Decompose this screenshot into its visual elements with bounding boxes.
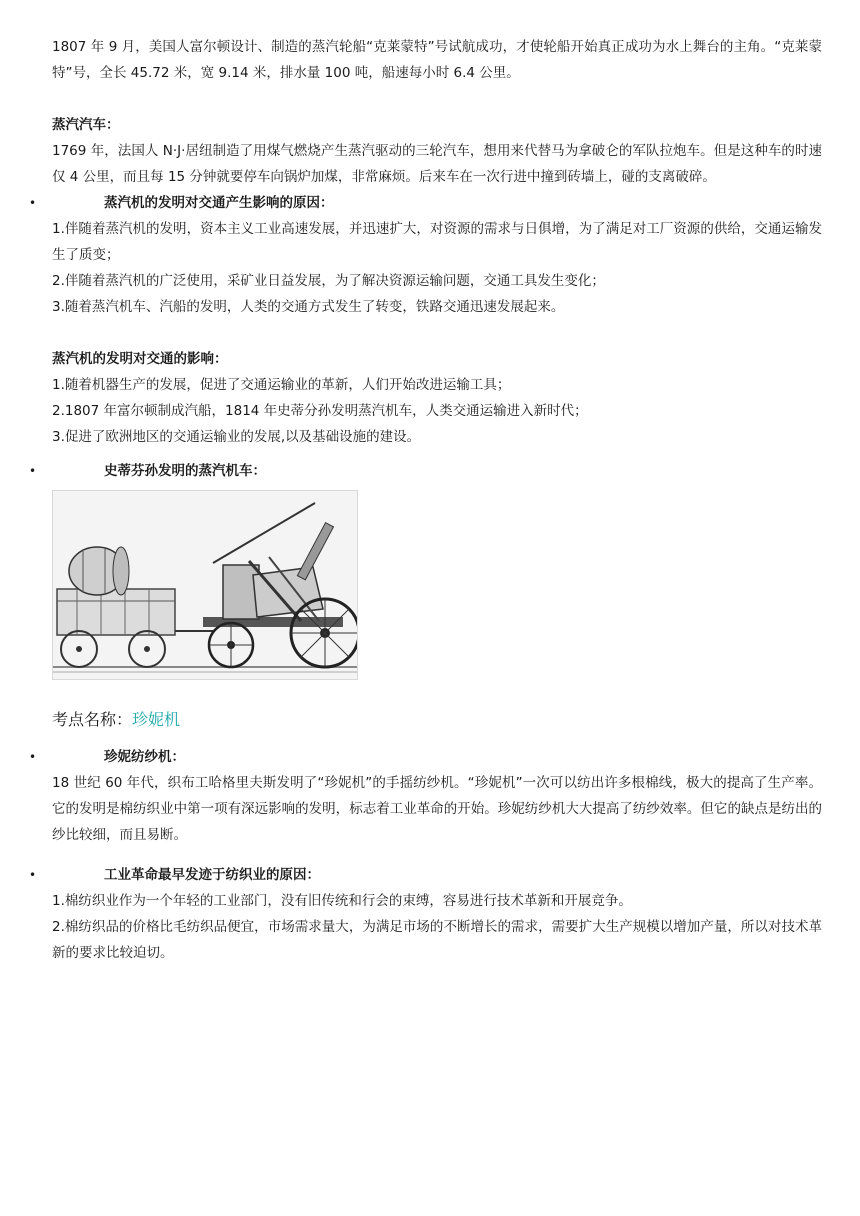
impact-item-3: 3.促进了欧洲地区的交通运输业的发展,以及基础设施的建设。 xyxy=(52,429,421,445)
bullet-item-reasons xyxy=(29,190,822,216)
impact-item-1: 1.随着机器生产的发展，促进了交通运输业的革新，人们开始改进运输工具； xyxy=(52,377,511,393)
locomotive-image xyxy=(52,490,358,680)
topic-term-link[interactable]: 珍妮机 xyxy=(132,710,181,729)
bullet-icon: • xyxy=(29,750,37,764)
reason-item-3: 3.随着蒸汽机车、汽船的发明，人类的交通方式发生了转变，铁路交通迅速发展起来。 xyxy=(52,299,565,315)
bullet-item-locomotive xyxy=(29,458,822,484)
bullet-heading-locomotive: 史蒂芬孙发明的蒸汽机车： xyxy=(104,463,266,479)
bullet-item-jenny xyxy=(29,744,822,770)
bullet-heading-jenny: 珍妮纺纱机： xyxy=(104,749,185,765)
textile-reason-2: 2.棉纺织品的价格比毛纺织品便宜，市场需求量大，为满足市场的不断增长的需求，需要扩大生产规模以增加产量，所以对技术革新的要求比较迫切。 xyxy=(52,919,822,961)
reason-item-2: 2.伴随着蒸汽机的广泛使用，采矿业日益发展，为了解决资源运输问题，交通工具发生变化； xyxy=(52,273,605,289)
steam-locomotive-illustration xyxy=(53,491,357,679)
document-page xyxy=(29,34,822,966)
paragraph-jenny: 18 世纪 60 年代，织布工哈格里夫斯发明了“珍妮机”的手摇纺纱机。“珍妮机”一次可以纺出许多根棉线，极大的提高了生产率。它的发明是棉纺织业中第一项有深远影响的发明，标志着工业革命的开始。珍妮纺纱机大大提高了纺纱效率。但它的缺点是纺出的纱比较细，而且易断。 xyxy=(52,775,822,843)
impact-item-2: 2.1807 年富尔顿制成汽船，1814 年史蒂分孙发明蒸汽机车，人类交通运输进入新时代； xyxy=(52,403,588,419)
textile-reason-1: 1.棉纺织业作为一个年轻的工业部门，没有旧传统和行会的束缚，容易进行技术革新和开展竞争。 xyxy=(52,893,632,909)
bullet-heading-reasons: 蒸汽机的发明对交通产生影响的原因： xyxy=(104,195,334,211)
paragraph-clermont: 1807 年 9 月，美国人富尔顿设计、制造的蒸汽轮船“克莱蒙特”号试航成功，才使轮船开始真正成功为水上舞台的主角。“克莱蒙特”号，全长 45.72 米，宽 9.14 米，排水量 100 吨，船速每小时 6.4 公里。 xyxy=(52,39,822,81)
bullet-icon: • xyxy=(29,196,37,210)
bullet-item-textile xyxy=(29,862,822,888)
heading-steam-car: 蒸汽汽车： xyxy=(52,117,120,133)
bullet-icon: • xyxy=(29,868,37,882)
heading-impacts: 蒸汽机的发明对交通的影响： xyxy=(52,351,228,367)
bullet-heading-textile: 工业革命最早发迹于纺织业的原因： xyxy=(104,867,320,883)
paragraph-steam-car: 1769 年，法国人 N·J·居纽制造了用煤气燃烧产生蒸汽驱动的三轮汽车，想用来代替马为拿破仑的军队拉炮车。但是这种车的时速仅 4 公里，而且每 15 分钟就要停车向锅炉加煤，非常麻烦。后来车在一次行进中撞到砖墙上，碰的支离破碎。 xyxy=(52,143,822,185)
reason-item-1: 1.伴随着蒸汽机的发明，资本主义工业高速发展，并迅速扩大，对资源的需求与日俱增，为了满足对工厂资源的供给，交通运输发生了质变； xyxy=(52,221,822,263)
topic-heading xyxy=(52,706,822,734)
topic-label: 考点名称： xyxy=(52,710,133,729)
bullet-icon: • xyxy=(29,464,37,478)
